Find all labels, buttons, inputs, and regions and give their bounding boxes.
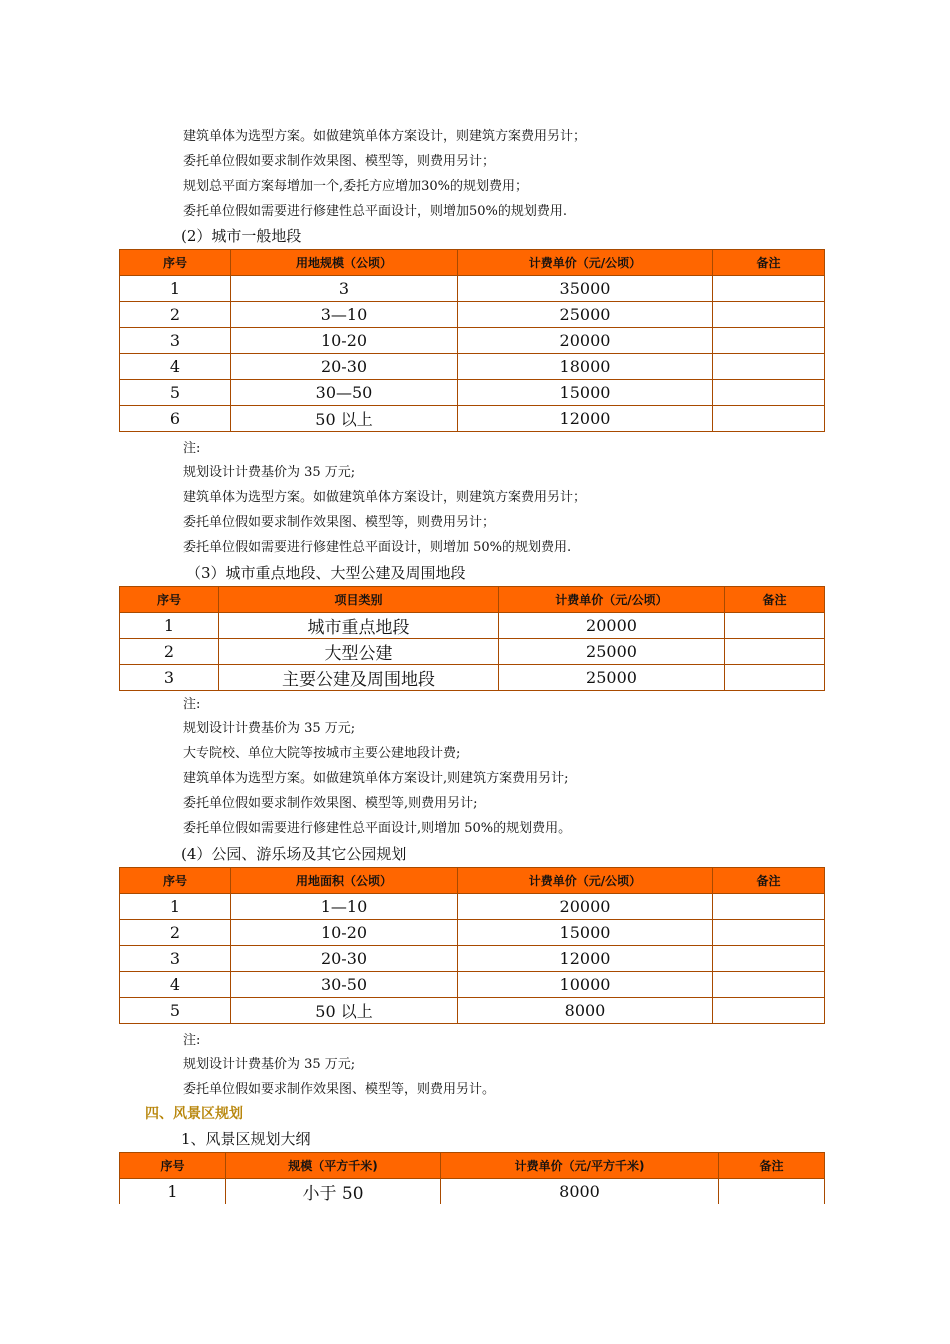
header-cell: 计费单价（元/公顷） xyxy=(458,868,713,894)
table-header-row xyxy=(120,250,825,276)
cell: 18000 xyxy=(458,354,713,380)
cell: 小于 50 xyxy=(226,1179,441,1205)
table-row xyxy=(120,613,825,639)
cell: 10-20 xyxy=(231,920,458,946)
cell: 城市重点地段 xyxy=(219,613,499,639)
cell xyxy=(725,613,825,639)
cell xyxy=(713,328,825,354)
cell: 1 xyxy=(120,894,231,920)
cell xyxy=(713,894,825,920)
note-label: 注: xyxy=(183,441,201,456)
table-row xyxy=(120,665,825,691)
table-row xyxy=(120,946,825,972)
cell: 30—50 xyxy=(231,380,458,406)
note-line: 委托单位假如需要进行修建性总平面设计,则增加 50%的规划费用。 xyxy=(183,821,572,836)
cell: 35000 xyxy=(458,276,713,302)
cell xyxy=(713,302,825,328)
note-line: 建筑单体为选型方案。如做建筑单体方案设计,则建筑方案费用另计; xyxy=(183,771,569,786)
table-row xyxy=(120,354,825,380)
cell: 2 xyxy=(120,639,219,665)
section-heading: （3）城市重点地段、大型公建及周围地段 xyxy=(186,564,466,582)
cell: 1 xyxy=(120,613,219,639)
cell: 1—10 xyxy=(231,894,458,920)
header-cell: 备注 xyxy=(713,250,825,276)
header-cell: 备注 xyxy=(725,587,825,613)
header-cell: 序号 xyxy=(120,587,219,613)
table-row xyxy=(120,1179,825,1205)
header-cell: 用地面积（公顷） xyxy=(231,868,458,894)
cell: 6 xyxy=(120,406,231,432)
cell: 10000 xyxy=(458,972,713,998)
table-header-row xyxy=(120,1153,825,1179)
cell: 12000 xyxy=(458,406,713,432)
note-line: 大专院校、单位大院等按城市主要公建地段计费; xyxy=(183,746,461,761)
cell: 50 以上 xyxy=(231,406,458,432)
cell: 20-30 xyxy=(231,354,458,380)
table-header-row xyxy=(120,868,825,894)
table-row xyxy=(120,639,825,665)
cell xyxy=(725,665,825,691)
header-cell: 计费单价（元/平方千米) xyxy=(441,1153,719,1179)
cell: 20000 xyxy=(458,328,713,354)
fee-table-scenic xyxy=(119,1152,825,1204)
cell: 1 xyxy=(120,1179,226,1205)
header-cell: 备注 xyxy=(719,1153,825,1179)
cell: 25000 xyxy=(458,302,713,328)
header-cell: 序号 xyxy=(120,250,231,276)
cell: 3 xyxy=(120,665,219,691)
note-line: 委托单位假如要求制作效果图、模型等,则费用另计; xyxy=(183,796,478,811)
chapter-title: 四、风景区规划 xyxy=(145,1106,243,1122)
cell: 25000 xyxy=(499,665,725,691)
table-row xyxy=(120,276,825,302)
note-line: 委托单位假如需要进行修建性总平面设计，则增加50%的规划费用. xyxy=(183,204,568,219)
cell: 主要公建及周围地段 xyxy=(219,665,499,691)
table-row xyxy=(120,380,825,406)
header-cell: 序号 xyxy=(120,868,231,894)
cell: 8000 xyxy=(458,998,713,1024)
cell: 3 xyxy=(120,946,231,972)
table-row xyxy=(120,998,825,1024)
table-row xyxy=(120,920,825,946)
cell xyxy=(713,972,825,998)
cell: 2 xyxy=(120,920,231,946)
cell: 20-30 xyxy=(231,946,458,972)
header-cell: 备注 xyxy=(713,868,825,894)
section-heading: (2）城市一般地段 xyxy=(181,227,302,245)
table-row xyxy=(120,302,825,328)
note-line: 委托单位假如要求制作效果图、模型等，则费用另计； xyxy=(183,154,496,169)
note-label: 注: xyxy=(183,697,201,712)
cell xyxy=(713,946,825,972)
cell xyxy=(725,639,825,665)
cell: 5 xyxy=(120,998,231,1024)
cell: 5 xyxy=(120,380,231,406)
table-row xyxy=(120,328,825,354)
cell: 20000 xyxy=(499,613,725,639)
header-cell: 计费单价（元/公顷） xyxy=(458,250,713,276)
cell: 4 xyxy=(120,972,231,998)
header-cell: 计费单价（元/公顷） xyxy=(499,587,725,613)
cell: 8000 xyxy=(441,1179,719,1205)
cell: 15000 xyxy=(458,380,713,406)
note-line: 建筑单体为选型方案。如做建筑单体方案设计，则建筑方案费用另计； xyxy=(183,129,587,144)
header-cell: 规模（平方千米) xyxy=(226,1153,441,1179)
table-header-row xyxy=(120,587,825,613)
cell: 2 xyxy=(120,302,231,328)
fee-table-general xyxy=(119,249,825,432)
cell: 12000 xyxy=(458,946,713,972)
cell xyxy=(713,354,825,380)
section-heading: 1、风景区规划大纲 xyxy=(181,1130,311,1148)
cell xyxy=(713,998,825,1024)
cell: 1 xyxy=(120,276,231,302)
note-line: 规划设计计费基价为 35 万元; xyxy=(183,1057,356,1072)
note-label: 注: xyxy=(183,1033,201,1048)
section-heading: (4）公园、游乐场及其它公园规划 xyxy=(181,845,407,863)
note-line: 建筑单体为选型方案。如做建筑单体方案设计，则建筑方案费用另计； xyxy=(183,490,587,505)
cell: 3 xyxy=(231,276,458,302)
cell: 25000 xyxy=(499,639,725,665)
header-cell: 项目类别 xyxy=(219,587,499,613)
cell: 20000 xyxy=(458,894,713,920)
fee-table-key-areas xyxy=(119,586,825,691)
note-line: 委托单位假如要求制作效果图、模型等，则费用另计； xyxy=(183,515,496,530)
note-line: 规划总平面方案每增加一个,委托方应增加30%的规划费用； xyxy=(183,179,529,194)
cell: 30-50 xyxy=(231,972,458,998)
cell: 3—10 xyxy=(231,302,458,328)
fee-table-parks xyxy=(119,867,825,1024)
header-cell: 用地规模（公顷） xyxy=(231,250,458,276)
cell: 10-20 xyxy=(231,328,458,354)
cell xyxy=(719,1179,825,1205)
cell: 50 以上 xyxy=(231,998,458,1024)
note-line: 委托单位假如要求制作效果图、模型等，则费用另计。 xyxy=(183,1082,496,1097)
header-cell: 序号 xyxy=(120,1153,226,1179)
cell xyxy=(713,276,825,302)
cell: 4 xyxy=(120,354,231,380)
table-row xyxy=(120,406,825,432)
cell: 3 xyxy=(120,328,231,354)
cell xyxy=(713,920,825,946)
cell: 15000 xyxy=(458,920,713,946)
note-line: 规划设计计费基价为 35 万元; xyxy=(183,721,356,736)
table-row xyxy=(120,972,825,998)
cell xyxy=(713,406,825,432)
cell xyxy=(713,380,825,406)
table-row xyxy=(120,894,825,920)
cell: 大型公建 xyxy=(219,639,499,665)
note-line: 委托单位假如需要进行修建性总平面设计，则增加 50%的规划费用. xyxy=(183,540,572,555)
note-line: 规划设计计费基价为 35 万元; xyxy=(183,465,356,480)
